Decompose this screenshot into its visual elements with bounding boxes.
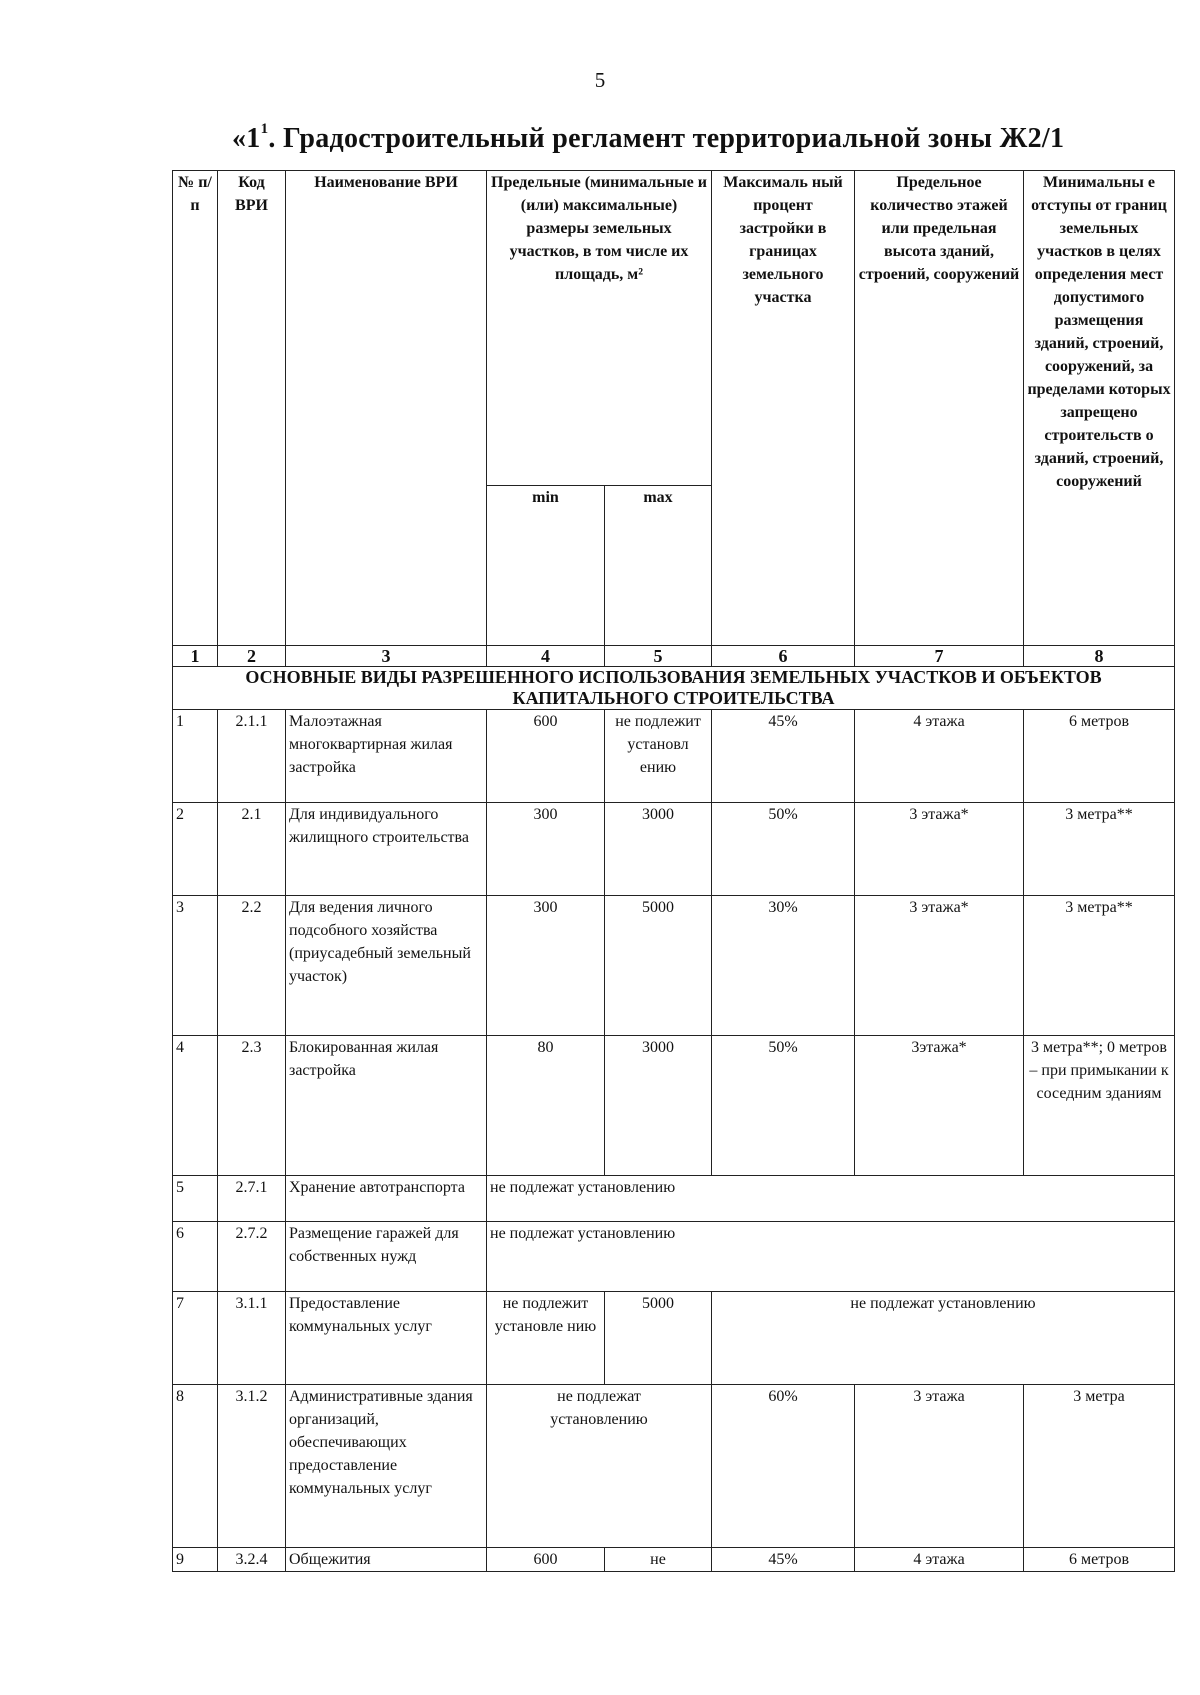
column-number: 6	[712, 646, 855, 667]
row-name: Малоэтажная многоквартирная жилая застройка	[286, 710, 487, 803]
row-percent: 45%	[712, 1548, 855, 1572]
header-sizes: Предельные (минимальные и (или) максимальные) размеры земельных участков, в том числе их площадь, м²	[487, 171, 712, 486]
table-row	[173, 1385, 1175, 1548]
row-name: Административные здания организаций, обеспечивающих предоставление коммунальных услуг	[286, 1385, 487, 1548]
page-number: 5	[594, 68, 606, 92]
row-floors: 4 этажа	[855, 710, 1024, 803]
header-floors: Предельное количество этажей или предельная высота зданий, строений, сооружений	[855, 171, 1024, 646]
row-num: 9	[173, 1548, 218, 1572]
column-number: 1	[173, 646, 218, 667]
table-row	[173, 803, 1175, 896]
row-floors: 3 этажа*	[855, 803, 1024, 896]
section-heading-row	[173, 667, 1175, 710]
header-row	[173, 171, 1175, 486]
column-number: 3	[286, 646, 487, 667]
header-min: min	[487, 486, 605, 646]
row-setback: 3 метра	[1024, 1385, 1175, 1548]
row-setback: 3 метра**	[1024, 896, 1175, 1036]
row-min: 300	[487, 803, 605, 896]
row-note: не подлежат установлению	[487, 1176, 1175, 1222]
row-num: 8	[173, 1385, 218, 1548]
row-name: Размещение гаражей для собственных нужд	[286, 1222, 487, 1292]
row-percent: 60%	[712, 1385, 855, 1548]
row-min: 300	[487, 896, 605, 1036]
row-floors: 3 этажа*	[855, 896, 1024, 1036]
table-row	[173, 1176, 1175, 1222]
row-setback: 6 метров	[1024, 1548, 1175, 1572]
row-setback: 6 метров	[1024, 710, 1175, 803]
row-min: 600	[487, 1548, 605, 1572]
table-row	[173, 1222, 1175, 1292]
row-code: 3.1.1	[218, 1292, 286, 1385]
row-setback: 3 метра**; 0 метров – при примыкании к соседним зданиям	[1024, 1036, 1175, 1176]
row-floors: 4 этажа	[855, 1548, 1024, 1572]
column-number: 2	[218, 646, 286, 667]
title-prefix: «1	[232, 123, 261, 154]
header-code: Код ВРИ	[218, 171, 286, 646]
row-num: 2	[173, 803, 218, 896]
table-row	[173, 896, 1175, 1036]
header-percent: Максималь ный процент застройки в границах земельного участка	[712, 171, 855, 646]
row-code: 2.7.2	[218, 1222, 286, 1292]
table-row	[173, 1036, 1175, 1176]
table-row	[173, 1548, 1175, 1572]
table-row	[173, 1292, 1175, 1385]
table-row	[173, 710, 1175, 803]
regulation-table	[172, 170, 1175, 1572]
row-code: 2.7.1	[218, 1176, 286, 1222]
row-floors: 3 этажа	[855, 1385, 1024, 1548]
row-max: не	[605, 1548, 712, 1572]
row-min: не подлежит установле нию	[487, 1292, 605, 1385]
column-number: 5	[605, 646, 712, 667]
row-percent: 30%	[712, 896, 855, 1036]
row-num: 6	[173, 1222, 218, 1292]
row-code: 3.1.2	[218, 1385, 286, 1548]
row-name: Для ведения личного подсобного хозяйства (приусадебный земельный участок)	[286, 896, 487, 1036]
row-note: не подлежат установлению	[487, 1222, 1175, 1292]
row-rest: не подлежат установлению	[712, 1292, 1175, 1385]
header-name: Наименование ВРИ	[286, 171, 487, 646]
row-code: 2.1.1	[218, 710, 286, 803]
row-name: Предоставление коммунальных услуг	[286, 1292, 487, 1385]
row-percent: 50%	[712, 803, 855, 896]
row-name: Хранение автотранспорта	[286, 1176, 487, 1222]
row-num: 4	[173, 1036, 218, 1176]
header-max: max	[605, 486, 712, 646]
row-code: 2.1	[218, 803, 286, 896]
row-setback: 3 метра**	[1024, 803, 1175, 896]
row-max: не подлежит установл ению	[605, 710, 712, 803]
row-num: 1	[173, 710, 218, 803]
column-number: 4	[487, 646, 605, 667]
row-max: 3000	[605, 803, 712, 896]
row-num: 5	[173, 1176, 218, 1222]
column-number: 7	[855, 646, 1024, 667]
row-max: 5000	[605, 1292, 712, 1385]
row-percent: 50%	[712, 1036, 855, 1176]
row-code: 2.2	[218, 896, 286, 1036]
row-max: 5000	[605, 896, 712, 1036]
row-num: 3	[173, 896, 218, 1036]
row-code: 3.2.4	[218, 1548, 286, 1572]
row-name: Блокированная жилая застройка	[286, 1036, 487, 1176]
title-superscript: 1	[260, 121, 269, 137]
row-floors: 3этажа*	[855, 1036, 1024, 1176]
header-setbacks: Минимальны е отступы от границ земельных участков в целях определения мест допустимого размещения зданий, строений, сооружений, за пределами которых запрещено строительств о зданий, строений, сооружений	[1024, 171, 1175, 646]
row-num: 7	[173, 1292, 218, 1385]
title-text: . Градостроительный регламент территориальной зоны Ж2/1	[268, 123, 1065, 154]
document-title	[232, 123, 1064, 155]
section-heading: ОСНОВНЫЕ ВИДЫ РАЗРЕШЕННОГО ИСПОЛЬЗОВАНИЯ ЗЕМЕЛЬНЫХ УЧАСТКОВ И ОБЪЕКТОВ КАПИТАЛЬНОГО СТРОИТЕЛЬСТВА	[173, 667, 1175, 710]
row-name: Для индивидуального жилищного строительства	[286, 803, 487, 896]
row-max: 3000	[605, 1036, 712, 1176]
column-numbers-row	[173, 646, 1175, 667]
row-min: 600	[487, 710, 605, 803]
header-num: № п/ п	[173, 171, 218, 646]
row-min: 80	[487, 1036, 605, 1176]
row-name: Общежития	[286, 1548, 487, 1572]
row-minmax: не подлежат установлению	[487, 1385, 712, 1548]
row-code: 2.3	[218, 1036, 286, 1176]
column-number: 8	[1024, 646, 1175, 667]
row-percent: 45%	[712, 710, 855, 803]
